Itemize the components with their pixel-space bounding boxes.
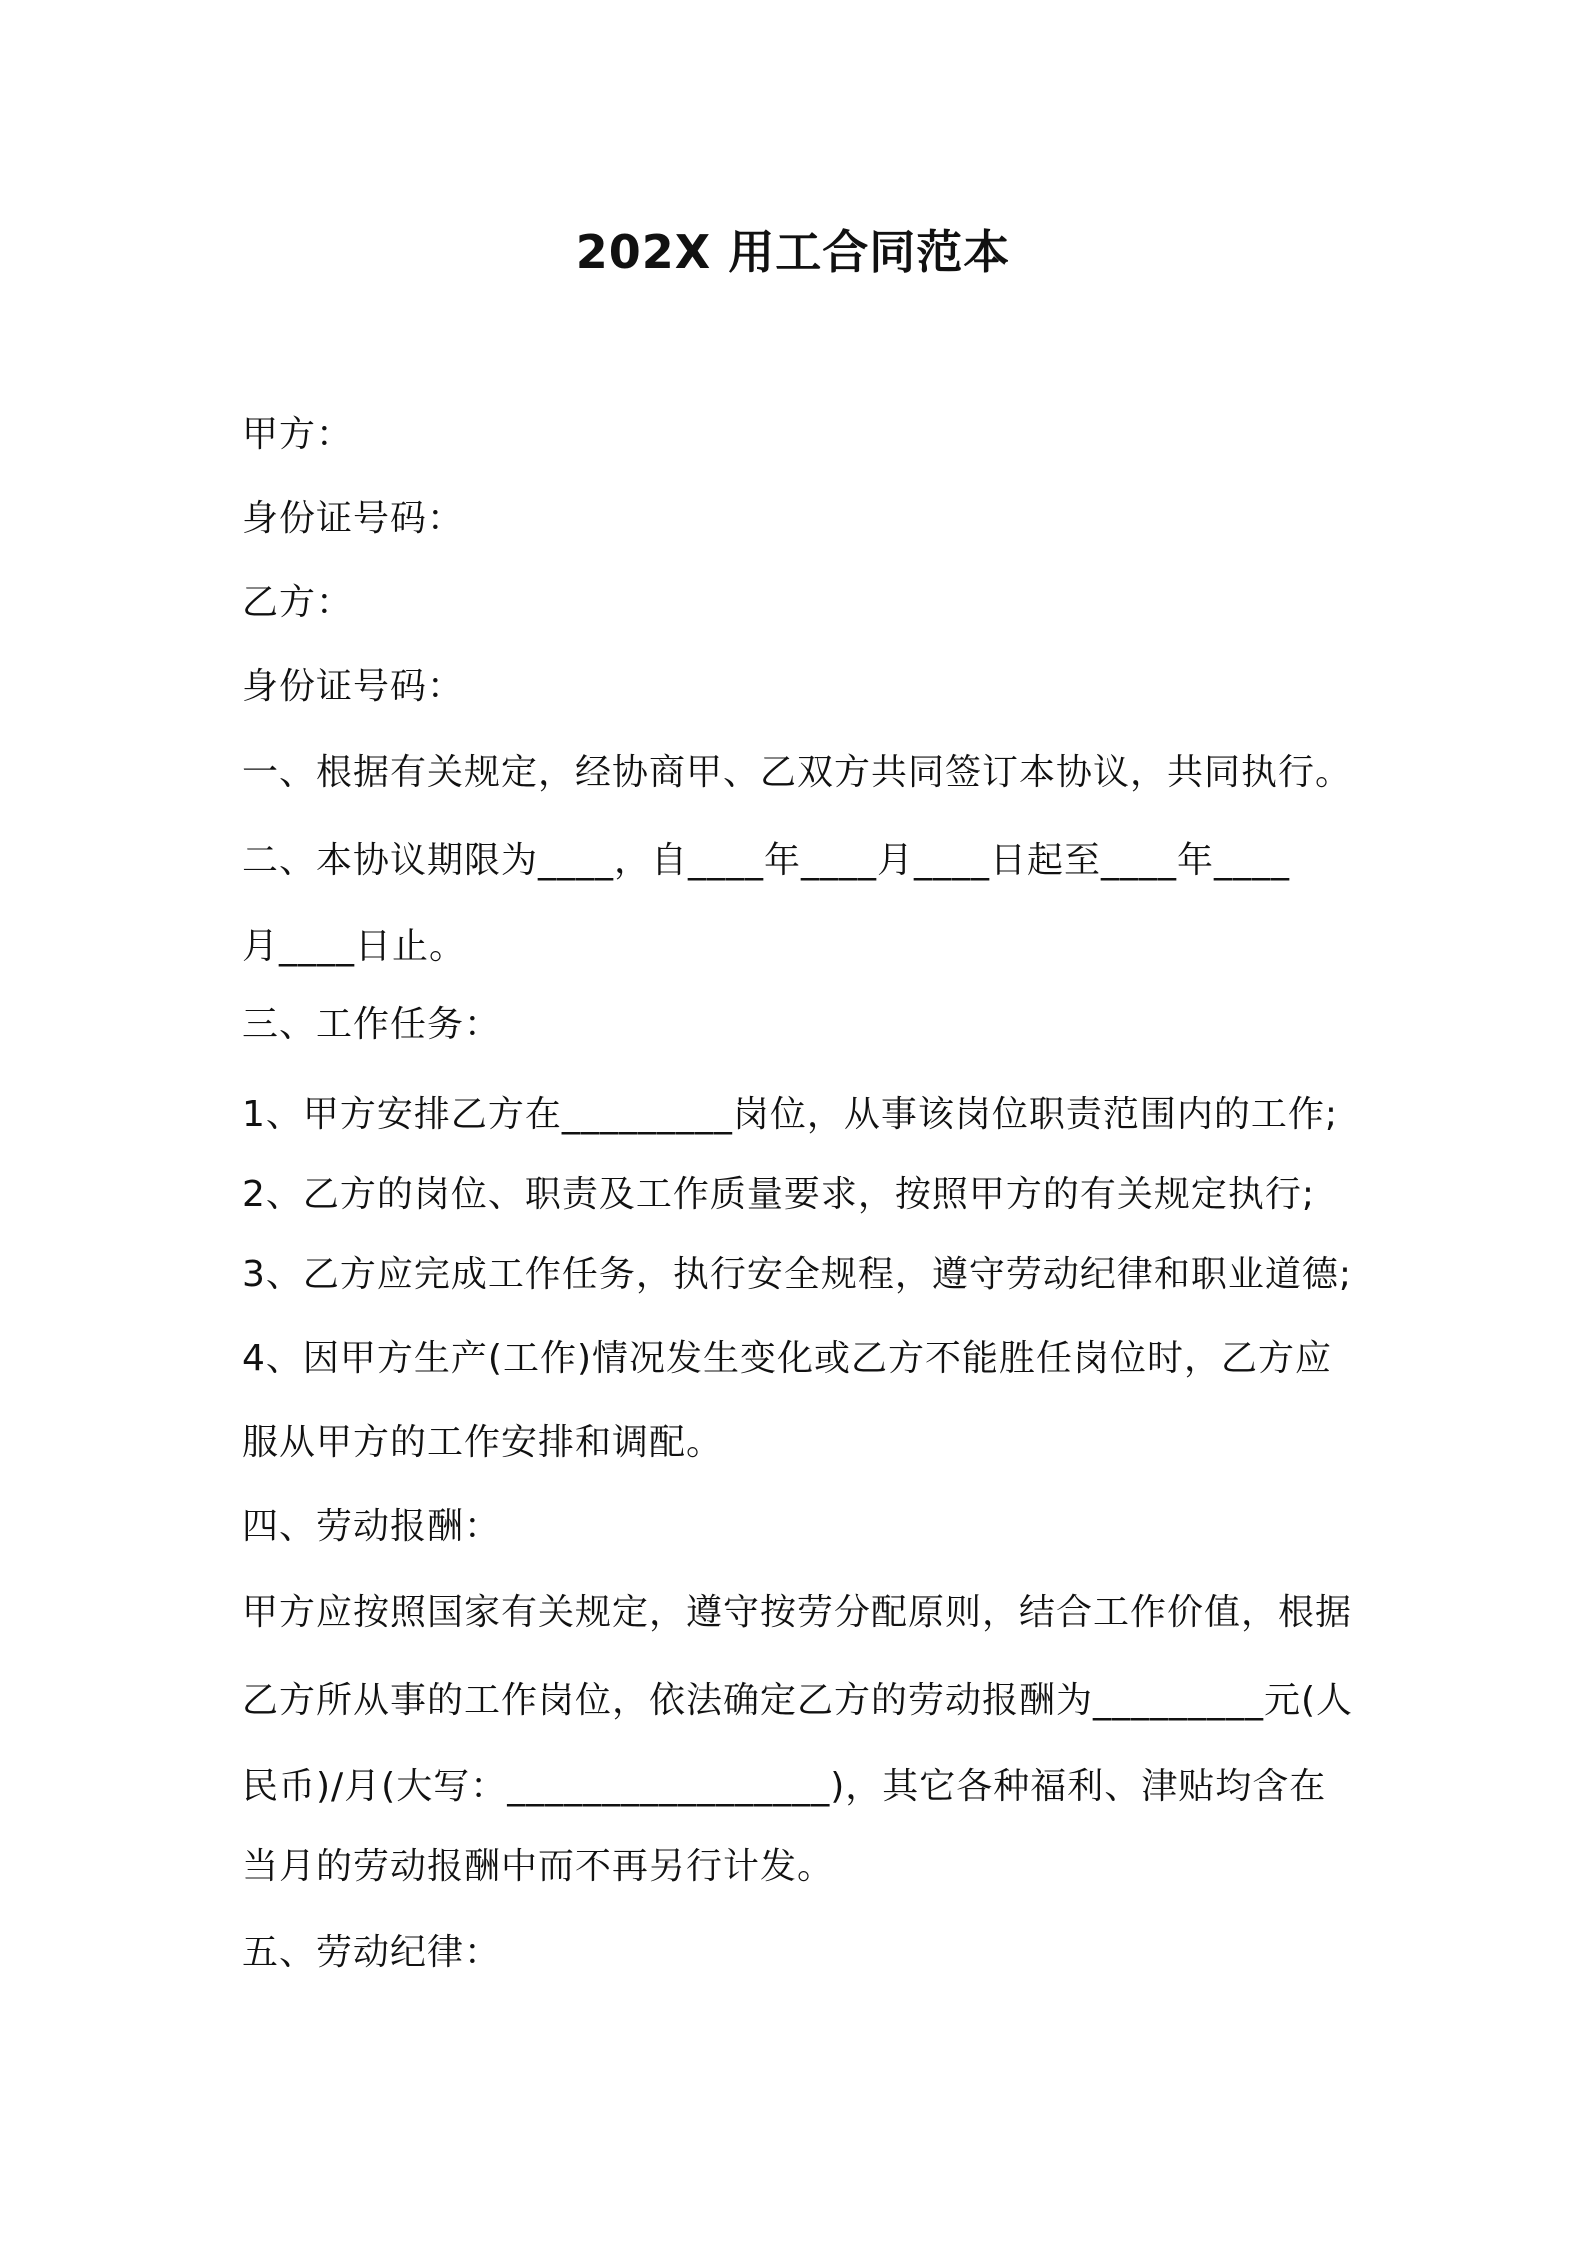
task-item-3: 3、乙方应完成工作任务，执行安全规程，遵守劳动纪律和职业道德; xyxy=(242,1254,1353,1295)
party-b-id-label: 身份证号码： xyxy=(242,666,465,707)
pay-para-line-3: 民币)/月(大写：_________________)，其它各种福利、津贴均含在 xyxy=(242,1766,1327,1807)
party-a-label: 甲方： xyxy=(242,414,354,455)
task-item-2: 2、乙方的岗位、职责及工作质量要求，按照甲方的有关规定执行; xyxy=(242,1174,1316,1215)
pay-para-line-1: 甲方应按照国家有关规定，遵守按劳分配原则，结合工作价值，根据 xyxy=(242,1592,1353,1633)
clause-1: 一、根据有关规定，经协商甲、乙双方共同签订本协议，共同执行。 xyxy=(242,752,1353,793)
clause-2-line-2: 月____日止。 xyxy=(242,926,467,967)
task-item-4-line-2: 服从甲方的工作安排和调配。 xyxy=(242,1422,724,1463)
pay-para-line-2: 乙方所从事的工作岗位，依法确定乙方的劳动报酬为_________元(人 xyxy=(242,1680,1354,1721)
section-4-heading: 四、劳动报酬： xyxy=(242,1506,502,1547)
party-a-id-label: 身份证号码： xyxy=(242,498,465,539)
clause-2-line-1: 二、本协议期限为____，自____年____月____日起至____年____ xyxy=(242,840,1291,881)
document-title: 202X 用工合同范本 xyxy=(575,225,1011,279)
section-5-heading: 五、劳动纪律： xyxy=(242,1932,502,1973)
task-item-4-line-1: 4、因甲方生产(工作)情况发生变化或乙方不能胜任岗位时，乙方应 xyxy=(242,1338,1332,1379)
section-3-heading: 三、工作任务： xyxy=(242,1004,502,1045)
task-item-1: 1、甲方安排乙方在_________岗位，从事该岗位职责范围内的工作; xyxy=(242,1094,1339,1135)
pay-para-line-4: 当月的劳动报酬中而不再另行计发。 xyxy=(242,1846,835,1887)
party-b-label: 乙方： xyxy=(242,582,354,623)
